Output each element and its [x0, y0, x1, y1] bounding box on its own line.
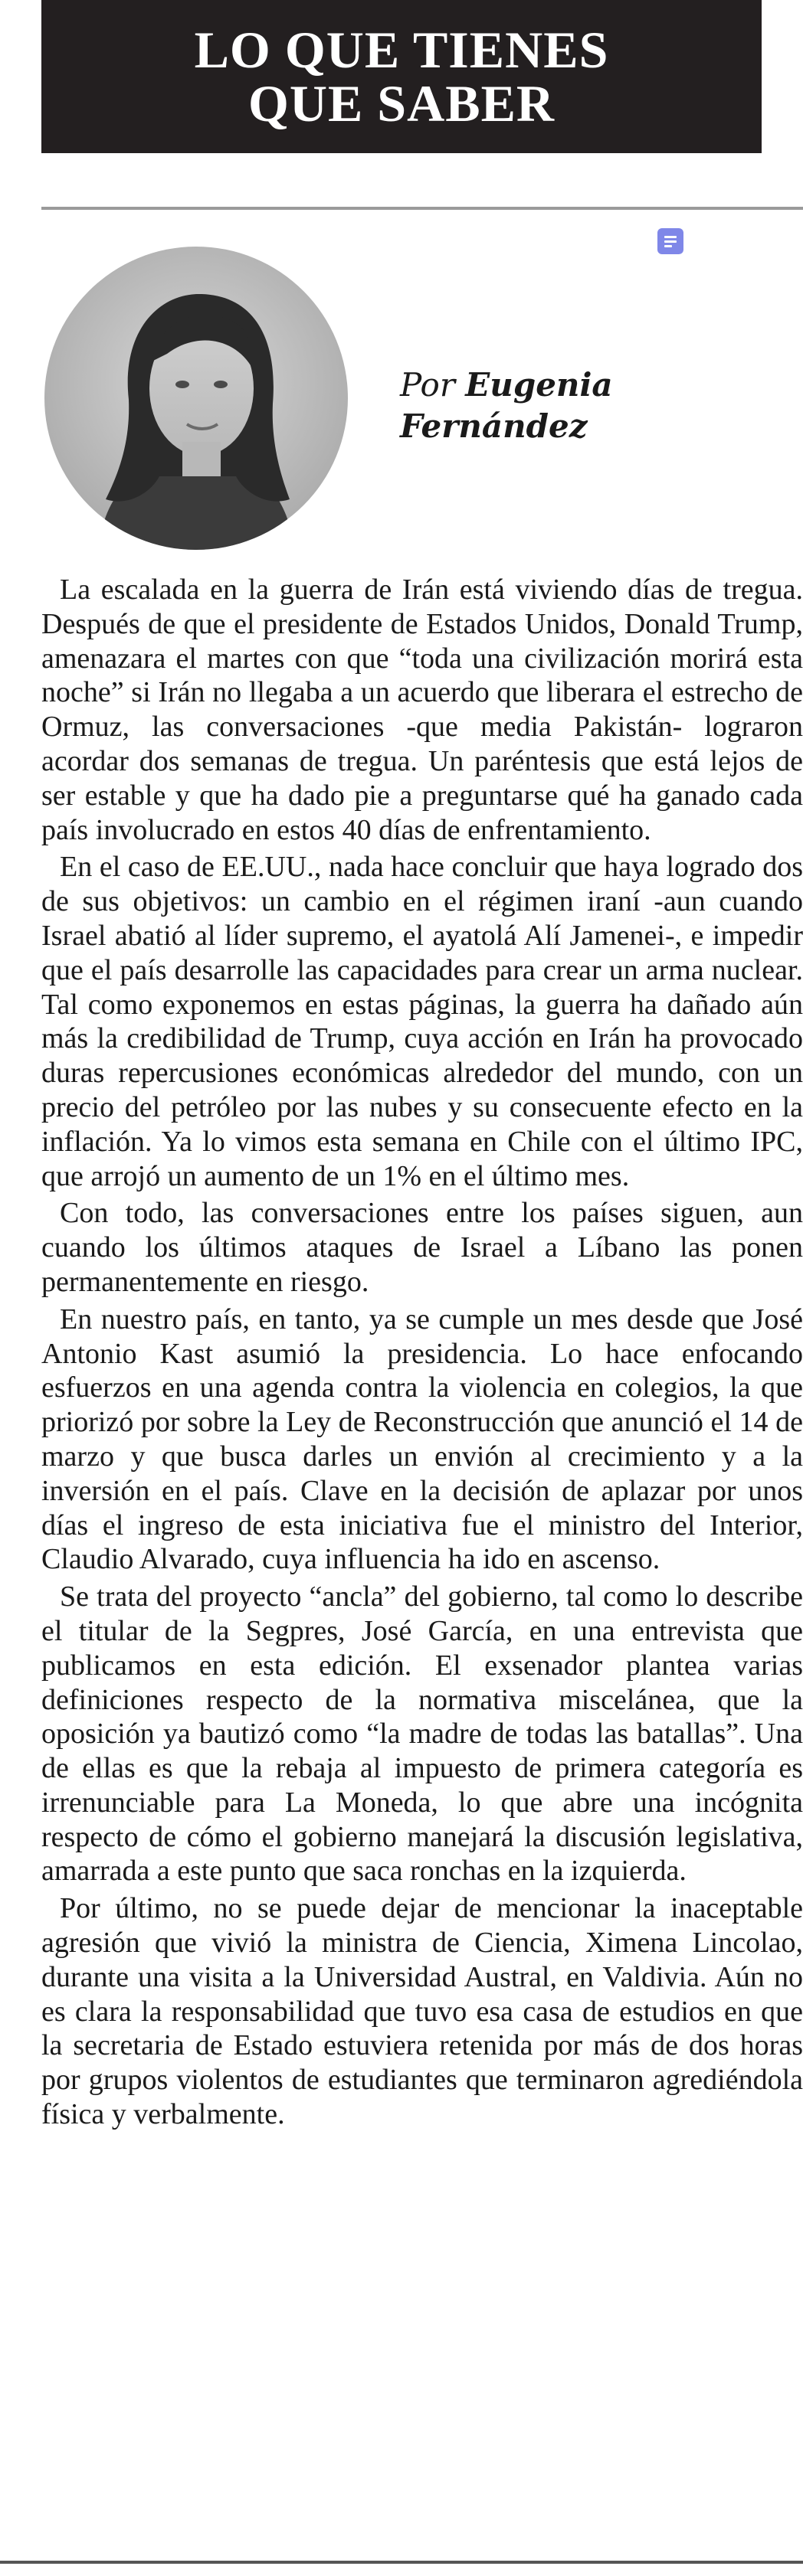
- author-portrait-image: [44, 247, 348, 550]
- section-title-line-2: QUE SABER: [247, 74, 556, 132]
- article-paragraph: La escalada en la guerra de Irán está viviendo días de tregua. Después de que el presidente de Estados Unidos, Donald Trump, amenazara el martes con que “toda una civilización morirá esta noche” si Irán no llegaba a un acuerdo que liberara el estrecho de Ormuz, las conversaciones -que media Pakistán- lograron acordar dos semanas de tregua. Un paréntesis que está lejos de ser estable y que ha dado pie a preguntarse qué ha ganado cada país involucrado en estos 40 días de enfrentamiento.: [41, 574, 803, 846]
- article-paragraph: Por último, no se puede dejar de mencionar la inaceptable agresión que vivió la ministra de Ciencia, Ximena Lincolao, durante una visita a la Universidad Austral, en Valdivia. Aún no es clara la responsabilidad que tuvo esa casa de estudios en que la secretaria de Estado estuviera retenida por más de dos horas por grupos violentos de estudiantes que terminaron agrediéndola física y verbalmente.: [41, 1892, 803, 2131]
- article-paragraph: En nuestro país, en tanto, ya se cumple un mes desde que José Antonio Kast asumió la presidencia. Lo hace enfocando esfuerzos en una agenda contra la violencia en colegios, la que priorizó por sobre la Ley de Reconstrucción que anunció el 14 de marzo y que busca darles un envión al crecimiento y a la inversión en el país. Clave en la decisión de aplazar por unos días el ingreso de esta iniciativa fue el ministro del Interior, Claudio Alvarado, cuya influencia ha ido en ascenso.: [41, 1303, 803, 1576]
- article-paragraph: Se trata del proyecto “ancla” del gobierno, tal como lo describe el titular de la Segpres, José García, en una entrevista que publicamos en esta edición. El exsenador plantea varias definiciones respecto de la normativa miscelánea, que la oposición ya bautizó como “la madre de todas las batallas”. Una de ellas es que la rebaja al impuesto de primera categoría es irrenunciable para La Moneda, lo que abre una incógnita respecto de cómo el gobierno manejará la discusión legislativa, amarrada a este punto que saca ronchas en la izquierda.: [41, 1581, 803, 1888]
- section-title-line-1: LO QUE TIENES: [194, 21, 609, 79]
- author-last-name: Fernández: [400, 407, 588, 445]
- footer-divider: [0, 2561, 803, 2564]
- author-first-name: Eugenia: [465, 366, 613, 404]
- section-banner: [41, 0, 762, 153]
- article-paragraph: Con todo, las conversaciones entre los países siguen, aun cuando los últimos ataques de Israel a Líbano las ponen permanentemente en riesgo.: [41, 1197, 803, 1298]
- article-paragraph: En el caso de EE.UU., nada hace concluir que haya logrado dos de sus objetivos: un cambio en el régimen iraní -aun cuando Israel abatió al líder supremo, el ayatolá Alí Jamenei-, e impedir que el país desarrolle las capacidades para crear un arma nuclear. Tal como exponemos en estas páginas, la guerra ha dañado aún más la credibilidad de Trump, cuya acción en Irán ha provocado duras repercusiones económicas alrededor del mundo, con un precio del petróleo por las nubes y su consecuente efecto en la inflación. Ya lo vimos esta semana en Chile con el último IPC, que arrojó un aumento de un 1% en el último mes.: [41, 851, 803, 1192]
- article-body: [41, 573, 803, 2135]
- note-icon[interactable]: [657, 228, 683, 254]
- author-avatar: [44, 247, 348, 550]
- header-divider: [41, 207, 803, 210]
- byline-prefix: Por: [400, 366, 455, 404]
- byline: [400, 364, 613, 447]
